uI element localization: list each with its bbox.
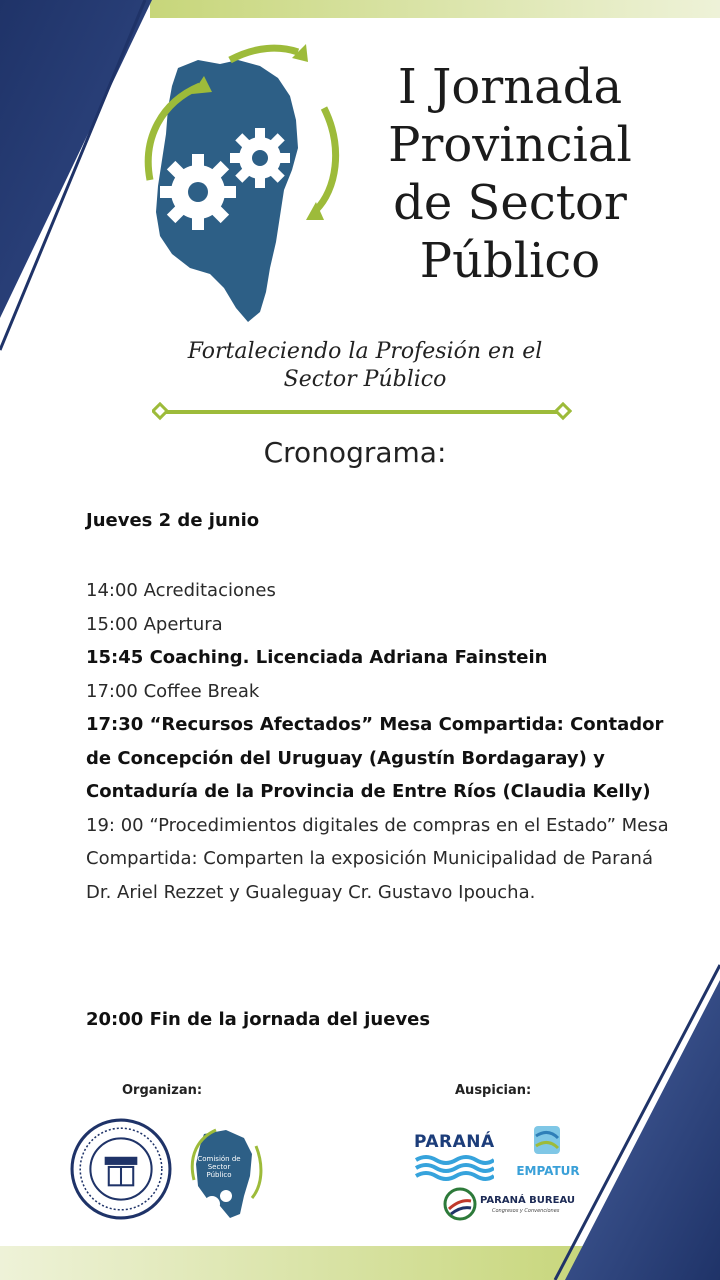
section-title: Cronograma: xyxy=(263,436,447,469)
schedule-item: 17:00 Coffee Break xyxy=(86,680,260,702)
parana-bureau-logo xyxy=(443,1187,477,1221)
comision-text: Comisión de Sector Público xyxy=(197,1155,241,1179)
top-accent-bar xyxy=(150,0,720,18)
organizan-label: Organizan: xyxy=(122,1083,203,1098)
bottom-accent-bar xyxy=(0,1246,600,1280)
gear-small-icon xyxy=(230,128,290,188)
parana-logo-text: PARANÁ xyxy=(414,1132,495,1152)
subtitle-line: Fortaleciendo la Profesión en el xyxy=(187,339,543,364)
schedule-item: 15:00 Apertura xyxy=(86,613,223,635)
gear-large-icon xyxy=(160,154,236,230)
province-gears-logo xyxy=(120,30,360,330)
parana-bureau-text: PARANÁ BUREAU xyxy=(480,1195,576,1206)
green-arrow-right xyxy=(316,108,336,210)
auspician-label: Auspician: xyxy=(455,1083,532,1098)
subtitle-line: Sector Público xyxy=(283,367,447,392)
right-navy-stripe xyxy=(565,980,720,1280)
schedule-end: 20:00 Fin de la jornada del jueves xyxy=(86,1009,431,1030)
schedule-item: 15:45 Coaching. Licenciada Adriana Fainstein xyxy=(86,647,548,668)
title-line: Provincial xyxy=(388,117,632,173)
schedule-item: 19: 00 “Procedimientos digitales de compras en el Estado” Mesa Compartida: Comparten la exposición Municipalidad de Paraná Dr. Ariel Rezzet y Gualeguay Cr. Gustavo Ipoucha. xyxy=(86,814,669,903)
green-arrow-top xyxy=(230,48,298,60)
event-subtitle xyxy=(150,338,580,394)
title-line: Público xyxy=(419,233,601,289)
schedule-item: 14:00 Acreditaciones xyxy=(86,580,276,601)
schedule-day: Jueves 2 de junio xyxy=(86,510,260,531)
green-divider xyxy=(152,402,572,422)
title-line: de Sector xyxy=(393,175,627,231)
empatur-logo-text: EMPATUR xyxy=(516,1164,580,1178)
schedule-item: 17:30 “Recursos Afectados” Mesa Compartida: Contador de Concepción del Uruguay (Agustín Bordagaray) y Contaduría de la Provincia de Entre Ríos (Claudia Kelly) xyxy=(86,714,664,802)
event-title xyxy=(380,58,640,290)
council-seal-logo xyxy=(70,1118,172,1220)
schedule-list xyxy=(86,574,676,909)
parana-bureau-subtext: Congresos y Convenciones xyxy=(492,1208,560,1214)
title-line: I Jornada xyxy=(397,59,623,115)
